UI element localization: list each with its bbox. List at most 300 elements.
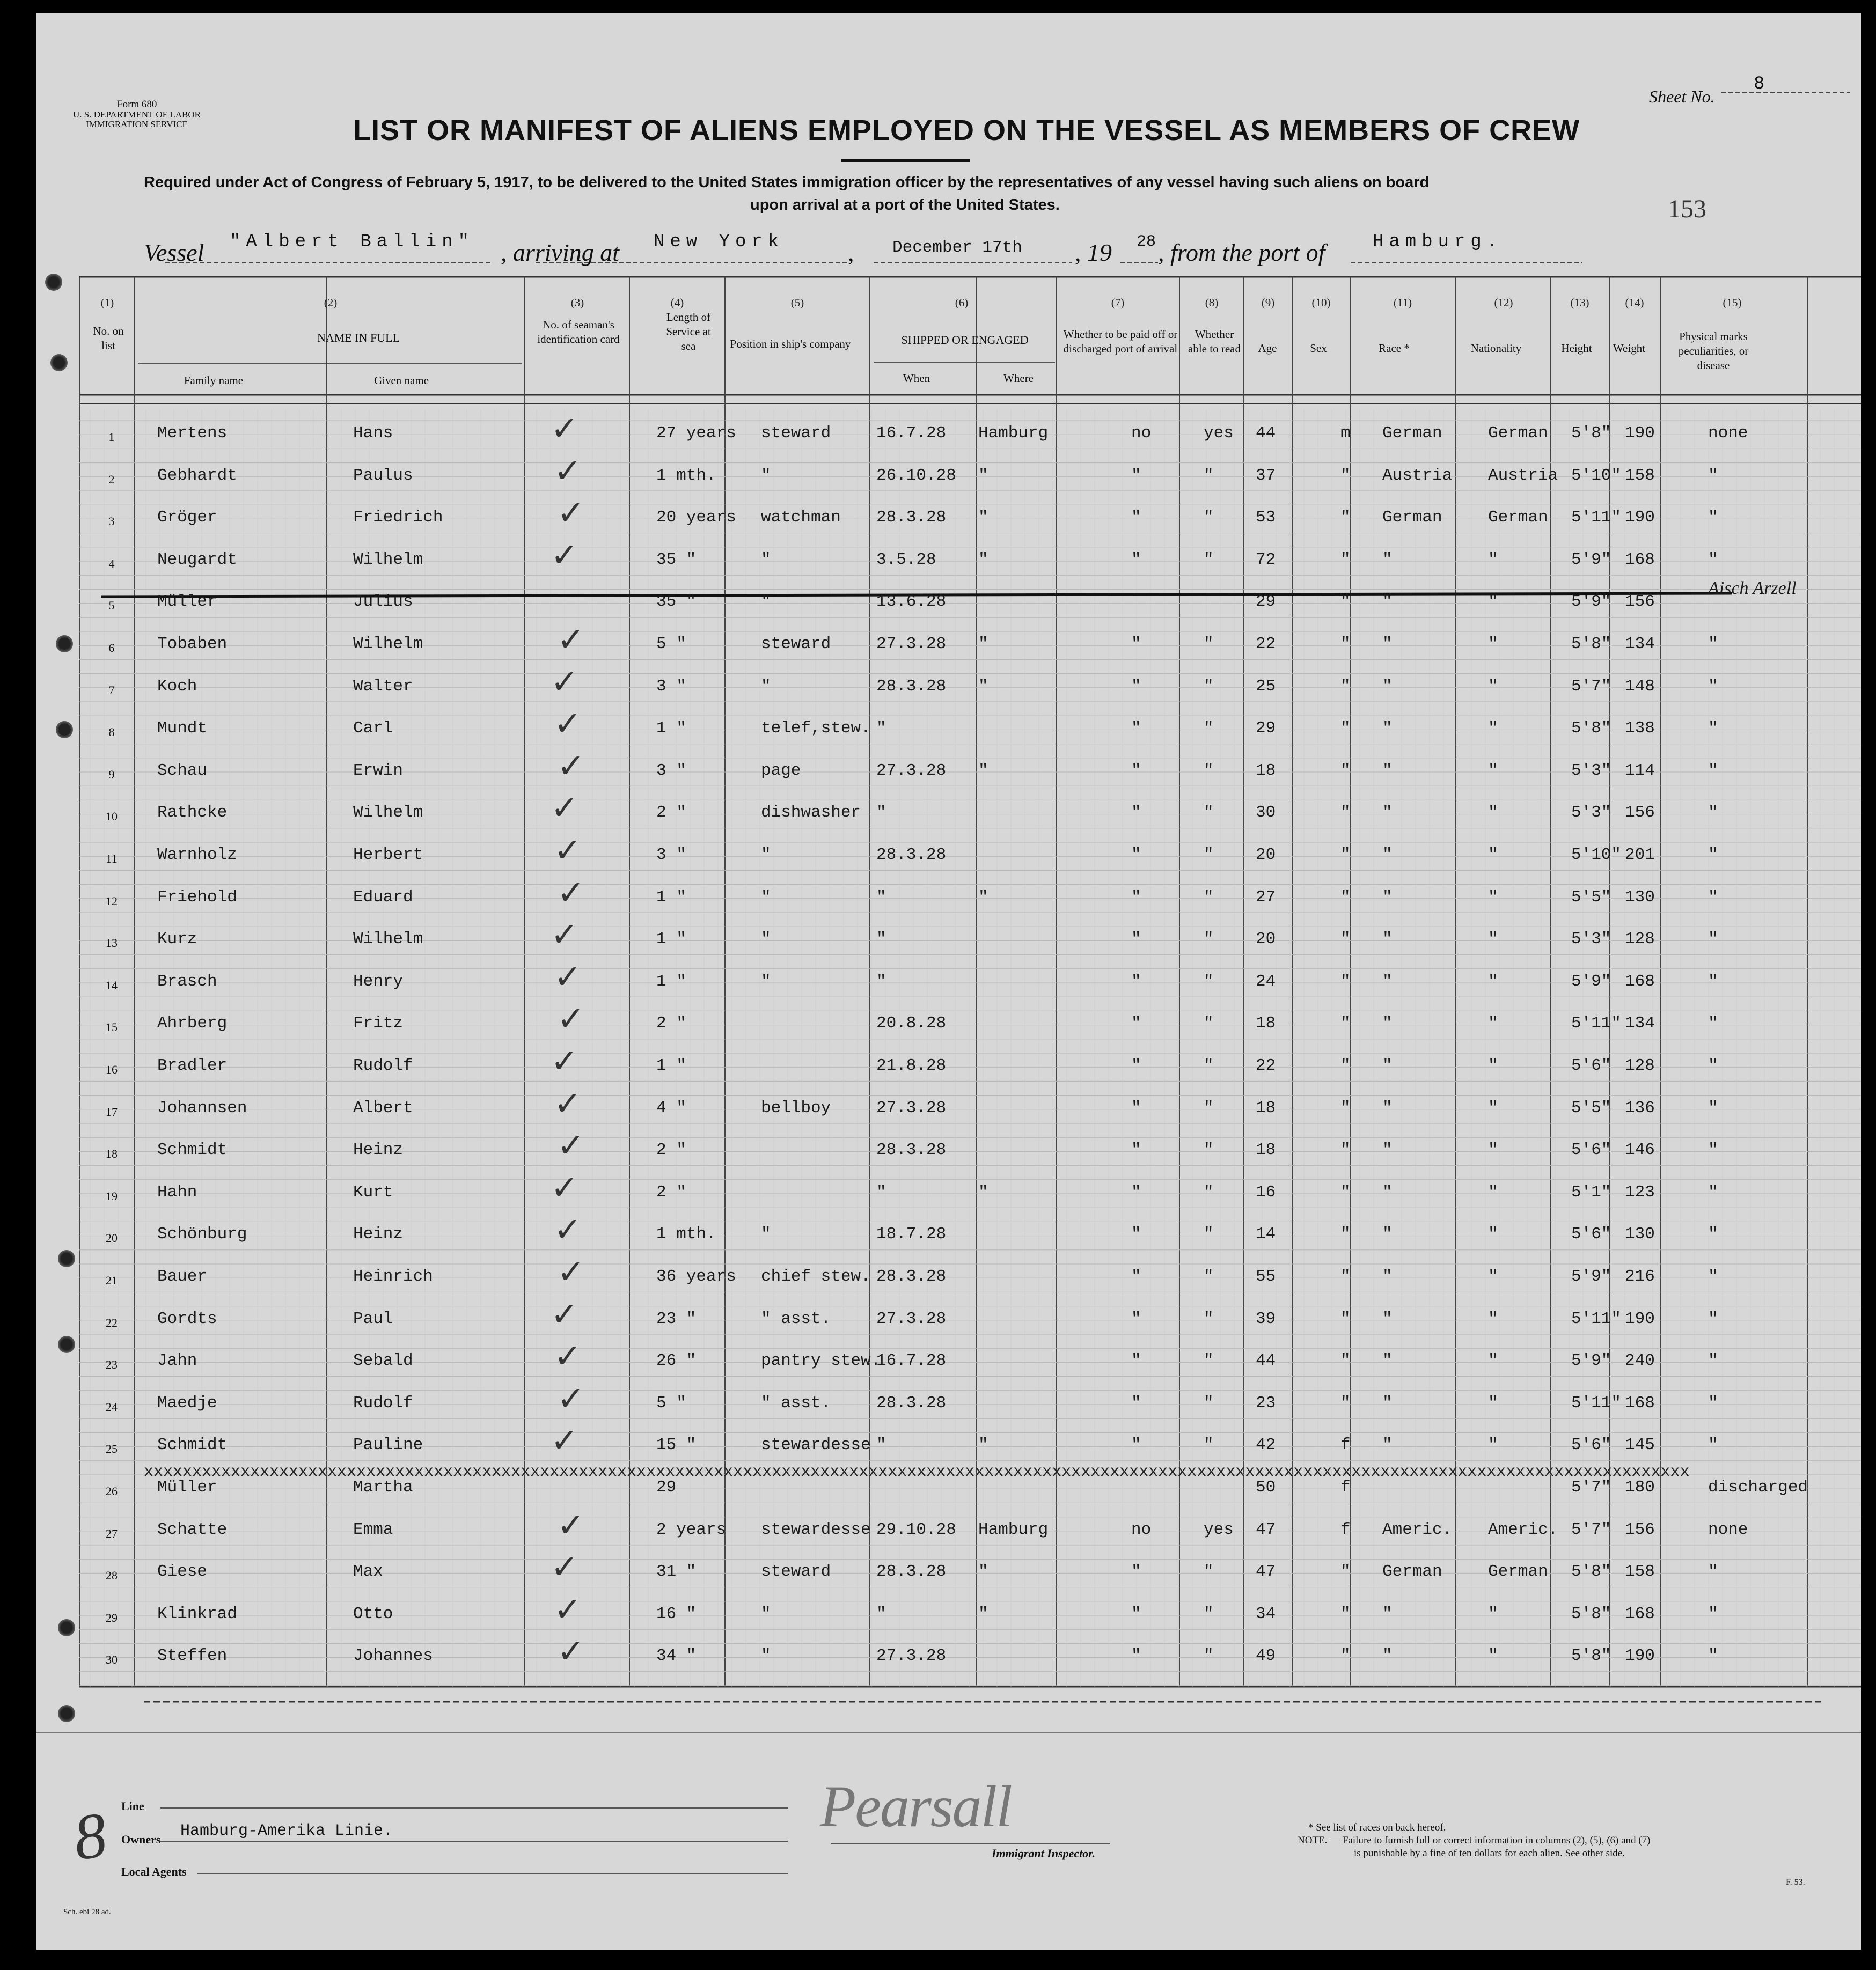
row-number: 25 — [106, 1442, 118, 1456]
cell-sex: f — [1340, 1478, 1351, 1497]
row-cross-out: xxxxxxxxxxxxxxxxxxxxxxxxxxxxxxxxxxxxxxxxxxxxxxxxxxxxxxxxxxxxxxxxxxxxxxxxxxxxxxxxxxxxxxxxxxxxxxxxxxxxxxxxxxxxxxxxxxxxxxxxxxxxxxxxxxxxxxxxxxxxxxxxxxxxxxxxxxxxxxxx — [144, 1463, 1690, 1481]
binder-hole — [45, 274, 62, 291]
cell-when: 28.3.28 — [876, 1393, 947, 1413]
cell-paid: " — [1131, 1098, 1141, 1118]
cell-given: Carl — [353, 719, 393, 738]
cell-height: 5'8" — [1571, 635, 1611, 653]
cell-family: Johannsen — [157, 1098, 247, 1118]
cell-position: " — [761, 1604, 771, 1623]
cell-service: 5 " — [656, 635, 686, 653]
cell-height: 5'11" — [1571, 508, 1622, 527]
cell-position: " — [761, 972, 771, 991]
cell-height: 5'7" — [1571, 677, 1611, 696]
cell-nationality: " — [1488, 1141, 1498, 1160]
cell-height: 5'5" — [1571, 1098, 1611, 1118]
cell-where: " — [978, 887, 988, 907]
cell-sex: " — [1340, 803, 1351, 822]
cell-family: Giese — [157, 1562, 208, 1582]
cell-age: 47 — [1256, 1562, 1276, 1582]
cell-paid: " — [1131, 1604, 1141, 1623]
cell-family: Ahrberg — [157, 1014, 228, 1033]
cell-family: Gordts — [157, 1309, 217, 1328]
cell-weight: 190 — [1625, 424, 1655, 443]
column-number: (12) — [1494, 296, 1513, 309]
row-number: 17 — [106, 1105, 118, 1119]
owners-label: Owners — [121, 1833, 161, 1846]
cell-nationality: " — [1488, 719, 1498, 738]
cell-when: 16.7.28 — [876, 1351, 947, 1371]
cell-weight: 128 — [1625, 1056, 1655, 1075]
cell-given: Max — [353, 1562, 383, 1582]
cell-paid: " — [1131, 1436, 1141, 1455]
title-underline — [841, 159, 970, 162]
cell-race: " — [1382, 803, 1393, 822]
cell-nationality: " — [1488, 1014, 1498, 1033]
cell-nationality: " — [1488, 1646, 1498, 1666]
cell-paid: no — [1131, 1520, 1152, 1539]
cell-position: steward — [761, 424, 831, 443]
cell-where: " — [978, 677, 988, 696]
binder-hole — [50, 354, 68, 371]
cell-read: yes — [1204, 424, 1234, 443]
cell-read: " — [1204, 972, 1214, 991]
sheet-label: Sheet No. — [1649, 87, 1715, 106]
cell-read: " — [1204, 1309, 1214, 1328]
cell-weight: 156 — [1625, 803, 1655, 822]
check-mark-icon: ✓ — [557, 622, 585, 658]
cell-race: German — [1382, 508, 1442, 527]
cell-nationality: Austria — [1488, 466, 1558, 485]
cell-sex: " — [1340, 1141, 1351, 1160]
cell-family: Schmidt — [157, 1436, 228, 1455]
cell-service: 2 " — [656, 803, 686, 822]
cell-family: Klinkrad — [157, 1604, 237, 1623]
cell-nationality: " — [1488, 1393, 1498, 1413]
service-name: IMMIGRATION SERVICE — [86, 119, 188, 129]
cell-marks: " — [1708, 1098, 1718, 1118]
cell-given: Albert — [353, 1098, 413, 1118]
cell-service: 2 " — [656, 1182, 686, 1202]
cell-marks: " — [1708, 1562, 1718, 1582]
cell-when: 27.3.28 — [876, 635, 947, 653]
cell-sex: " — [1340, 592, 1351, 612]
cell-age: 30 — [1256, 803, 1276, 822]
column-number: (11) — [1393, 296, 1412, 309]
cell-paid: " — [1131, 930, 1141, 949]
check-mark-icon: ✓ — [551, 790, 578, 827]
cell-where: " — [978, 508, 988, 527]
cell-family: Schmidt — [157, 1141, 228, 1160]
header-no-on-list: No. on list — [93, 325, 124, 352]
cell-given: Heinrich — [353, 1267, 433, 1286]
cell-paid: " — [1131, 1182, 1141, 1202]
form-number: Form 680 — [117, 99, 157, 110]
cell-service: 1 " — [656, 930, 686, 949]
header-height: Height — [1561, 342, 1592, 355]
cell-race: " — [1382, 1604, 1393, 1623]
header-length-service: Length of Service at sea — [666, 311, 711, 352]
cell-service: 29 — [656, 1478, 677, 1497]
cell-service: 26 " — [656, 1351, 697, 1371]
header-given-name: Given name — [373, 374, 429, 387]
cell-height: 5'8" — [1571, 424, 1611, 443]
row-number: 5 — [108, 599, 115, 613]
cell-sex: " — [1340, 1225, 1351, 1244]
cell-family: Jahn — [157, 1351, 197, 1371]
vessel-label: Vessel — [144, 239, 204, 266]
row-number: 30 — [106, 1653, 118, 1667]
cell-where: " — [978, 1604, 988, 1623]
column-number: (15) — [1723, 296, 1742, 309]
cell-age: 16 — [1256, 1182, 1276, 1202]
row-number: 29 — [106, 1611, 118, 1624]
cell-when: 28.3.28 — [876, 846, 947, 864]
cell-age: 20 — [1256, 846, 1276, 864]
row-number: 22 — [106, 1315, 118, 1329]
inspector-label: Immigrant Inspector. — [992, 1847, 1096, 1860]
cell-nationality: " — [1488, 887, 1498, 907]
cell-weight: 134 — [1625, 1014, 1655, 1033]
cell-nationality: German — [1488, 1562, 1548, 1582]
cell-service: 5 " — [656, 1393, 686, 1413]
header-physical-marks: Physical marks peculiarities, or disease — [1678, 330, 1749, 372]
cell-position: watchman — [761, 508, 841, 527]
column-number: (6) — [955, 296, 969, 309]
cell-where: " — [978, 761, 988, 780]
year-suffix: 28 — [1137, 233, 1156, 251]
header-where: Where — [1003, 372, 1034, 385]
cell-service: 1 mth. — [656, 1225, 716, 1244]
cell-race: " — [1382, 887, 1393, 907]
binder-hole — [58, 1619, 75, 1636]
row-number: 27 — [106, 1526, 118, 1540]
handwritten-number: 153 — [1668, 195, 1706, 223]
cell-height: 5'7" — [1571, 1520, 1611, 1539]
cell-where: " — [978, 466, 988, 485]
cell-family: Müller — [157, 1478, 217, 1497]
cell-paid: " — [1131, 761, 1141, 780]
cell-position: " — [761, 846, 771, 864]
header-name-in-full: NAME IN FULL — [317, 331, 400, 344]
column-number: (10) — [1311, 296, 1331, 309]
cell-read: " — [1204, 1604, 1214, 1623]
cell-read: " — [1204, 508, 1214, 527]
cell-weight: 148 — [1625, 677, 1655, 696]
cell-given: Paul — [353, 1309, 393, 1328]
row-number: 1 — [108, 430, 115, 444]
cell-read: " — [1204, 803, 1214, 822]
cell-age: 23 — [1256, 1393, 1276, 1413]
cell-marks: discharged — [1708, 1478, 1808, 1497]
cell-family: Hahn — [157, 1182, 197, 1202]
cell-race: German — [1382, 1562, 1442, 1582]
cell-when: 27.3.28 — [876, 1098, 947, 1118]
column-number: (9) — [1261, 296, 1275, 309]
cell-age: 55 — [1256, 1267, 1276, 1286]
cell-sex: " — [1340, 1182, 1351, 1202]
cell-marks: " — [1708, 677, 1718, 696]
cell-read: " — [1204, 1267, 1214, 1286]
cell-age: 24 — [1256, 972, 1276, 991]
cell-given: Wilhelm — [353, 550, 423, 569]
cell-paid: no — [1131, 424, 1152, 443]
check-mark-icon: ✓ — [557, 874, 585, 912]
year-prefix: , 19 — [1075, 239, 1112, 266]
cell-family: Brasch — [157, 972, 217, 991]
cell-weight: 130 — [1625, 887, 1655, 907]
header-seaman-card: No. of seaman's identification card — [537, 318, 620, 346]
cell-position: " — [761, 466, 771, 485]
cell-height: 5'1" — [1571, 1182, 1611, 1202]
cell-family: Tobaben — [157, 635, 228, 653]
cell-weight: 128 — [1625, 930, 1655, 949]
cell-nationality: " — [1488, 1267, 1498, 1286]
check-mark-icon: ✓ — [557, 748, 585, 785]
cell-paid: " — [1131, 1267, 1141, 1286]
cell-race: " — [1382, 846, 1393, 864]
cell-service: 16 " — [656, 1604, 697, 1623]
cell-family: Müller — [157, 592, 217, 612]
cell-when: 16.7.28 — [876, 424, 947, 443]
cell-sex: " — [1340, 1309, 1351, 1328]
cell-when: 20.8.28 — [876, 1014, 947, 1033]
cell-read: " — [1204, 1056, 1214, 1075]
cell-family: Bauer — [157, 1267, 208, 1286]
check-mark-icon: ✓ — [551, 664, 578, 701]
check-mark-icon: ✓ — [551, 537, 578, 574]
cell-position: " asst. — [761, 1393, 831, 1413]
cell-read: " — [1204, 466, 1214, 485]
cell-when: " — [876, 1182, 886, 1202]
cell-height: 5'3" — [1571, 803, 1611, 822]
check-mark-icon: ✓ — [551, 1296, 578, 1333]
cell-paid: " — [1131, 508, 1141, 527]
cell-age: 18 — [1256, 1014, 1276, 1033]
from-port-label: , from the port of — [1158, 239, 1325, 266]
cell-paid: " — [1131, 550, 1141, 569]
cell-read: " — [1204, 550, 1214, 569]
cell-given: Erwin — [353, 761, 404, 780]
cell-nationality: " — [1488, 1351, 1498, 1371]
cell-paid: " — [1131, 1562, 1141, 1582]
check-mark-icon: ✓ — [551, 917, 578, 954]
cell-weight: 158 — [1625, 1562, 1655, 1582]
binder-hole — [56, 721, 73, 738]
cell-read: yes — [1204, 1520, 1234, 1539]
cell-paid: " — [1131, 972, 1141, 991]
header-nationality: Nationality — [1470, 342, 1522, 355]
cell-when: " — [876, 887, 886, 907]
header-weight: Weight — [1613, 342, 1646, 355]
cell-read: " — [1204, 1182, 1214, 1202]
check-mark-icon: ✓ — [554, 706, 582, 743]
arrival-port: New York — [654, 232, 785, 252]
cell-family: Maedje — [157, 1393, 217, 1413]
cell-height: 5'8" — [1571, 719, 1611, 738]
arriving-label: , arriving at — [501, 239, 620, 266]
cell-race: " — [1382, 677, 1393, 696]
cell-sex: " — [1340, 761, 1351, 780]
cell-age: 49 — [1256, 1646, 1276, 1666]
cell-given: Hans — [353, 424, 393, 443]
check-mark-icon: ✓ — [557, 1254, 585, 1291]
cell-nationality: " — [1488, 550, 1498, 569]
cell-race: " — [1382, 1351, 1393, 1371]
cell-position: steward — [761, 635, 831, 653]
cell-weight: 190 — [1625, 1309, 1655, 1328]
cell-family: Bradler — [157, 1056, 228, 1075]
cell-race: " — [1382, 761, 1393, 780]
cell-read: " — [1204, 1098, 1214, 1118]
cell-age: 53 — [1256, 508, 1276, 527]
cell-where: " — [978, 635, 988, 653]
cell-service: 1 mth. — [656, 466, 716, 485]
cell-race: " — [1382, 1646, 1393, 1666]
cell-read: " — [1204, 719, 1214, 738]
cell-marks: " — [1708, 1225, 1718, 1244]
cell-family: Schau — [157, 761, 208, 780]
cell-height: 5'11" — [1571, 1309, 1622, 1328]
cell-sex: " — [1340, 466, 1351, 485]
cell-marks: " — [1708, 761, 1718, 780]
cell-age: 39 — [1256, 1309, 1276, 1328]
column-number: (4) — [670, 296, 684, 309]
cell-height: 5'9" — [1571, 1351, 1611, 1371]
binder-hole — [56, 635, 73, 652]
row-number: 19 — [106, 1189, 118, 1203]
row-number: 23 — [106, 1358, 118, 1372]
cell-given: Walter — [353, 677, 413, 696]
cell-where: Hamburg — [978, 424, 1049, 443]
cell-sex: " — [1340, 887, 1351, 907]
cell-race: " — [1382, 1225, 1393, 1244]
cell-age: 18 — [1256, 761, 1276, 780]
cell-race: Americ. — [1382, 1520, 1453, 1539]
cell-service: 34 " — [656, 1646, 697, 1666]
check-mark-icon: ✓ — [551, 1423, 578, 1460]
cell-read: " — [1204, 1562, 1214, 1582]
cell-race: Austria — [1382, 466, 1453, 485]
cell-given: Heinz — [353, 1225, 404, 1244]
row-number: 8 — [108, 725, 115, 739]
cell-nationality: " — [1488, 1182, 1498, 1202]
cell-race: " — [1382, 1309, 1393, 1328]
cell-sex: " — [1340, 719, 1351, 738]
cell-sex: " — [1340, 1014, 1351, 1033]
cell-race: " — [1382, 1393, 1393, 1413]
cell-height: 5'9" — [1571, 550, 1611, 569]
check-mark-icon: ✓ — [557, 1380, 585, 1417]
check-mark-icon: ✓ — [551, 1170, 578, 1207]
cell-marks: " — [1708, 803, 1718, 822]
column-number: (13) — [1570, 296, 1589, 309]
cell-race: " — [1382, 719, 1393, 738]
cell-sex: f — [1340, 1520, 1351, 1539]
cell-marks: " — [1708, 1267, 1718, 1286]
cell-position: " — [761, 592, 771, 612]
cell-position: " — [761, 1646, 771, 1666]
cell-given: Rudolf — [353, 1056, 413, 1075]
cell-when: 27.3.28 — [876, 1646, 947, 1666]
cell-position: pantry stew. — [761, 1351, 881, 1371]
header-paid-off: Whether to be paid off or discharged port of arrival — [1063, 328, 1178, 355]
check-mark-icon: ✓ — [557, 495, 585, 532]
cell-given: Paulus — [353, 466, 413, 485]
cell-marks: " — [1708, 1436, 1718, 1455]
cell-given: Eduard — [353, 887, 413, 907]
cell-paid: " — [1131, 1056, 1141, 1075]
cell-family: Koch — [157, 677, 197, 696]
inspector-signature: Pearsall — [820, 1774, 1012, 1839]
cell-position: " — [761, 930, 771, 949]
cell-height: 5'8" — [1571, 1604, 1611, 1623]
check-mark-icon: ✓ — [551, 1549, 578, 1586]
cell-when: 18.7.28 — [876, 1225, 947, 1244]
cell-race: " — [1382, 1014, 1393, 1033]
line-label: Line — [121, 1799, 144, 1813]
row-number: 2 — [108, 472, 115, 486]
cell-height: 5'5" — [1571, 887, 1611, 907]
cell-weight: 156 — [1625, 592, 1655, 612]
row-number: 18 — [106, 1147, 118, 1161]
cell-position: stewardesse — [761, 1520, 871, 1539]
cell-sex: " — [1340, 1267, 1351, 1286]
cell-nationality: " — [1488, 1309, 1498, 1328]
cell-paid: " — [1131, 677, 1141, 696]
header-when: When — [903, 372, 930, 385]
cell-read: " — [1204, 1014, 1214, 1033]
row-number: 11 — [106, 852, 118, 865]
cell-race: " — [1382, 972, 1393, 991]
cell-given: Wilhelm — [353, 930, 423, 949]
page-subtitle-1: Required under Act of Congress of February 5, 1917, to be delivered to the United States immigration officer by the representatives of any vessel having such aliens on board — [144, 174, 1430, 191]
row-number: 10 — [106, 810, 118, 824]
cell-position: stewardesse — [761, 1436, 871, 1455]
cell-weight: 145 — [1625, 1436, 1655, 1455]
cell-paid: " — [1131, 1225, 1141, 1244]
row-number: 26 — [106, 1484, 118, 1498]
check-mark-icon: ✓ — [554, 1212, 582, 1249]
cell-service: 36 years — [656, 1267, 736, 1286]
cell-position: bellboy — [761, 1098, 831, 1118]
cell-service: 2 " — [656, 1014, 686, 1033]
cell-position: dishwasher — [761, 803, 861, 822]
cell-height: 5'3" — [1571, 930, 1611, 949]
cell-marks: " — [1708, 1056, 1718, 1075]
cell-height: 5'8" — [1571, 1562, 1611, 1582]
header-sex: Sex — [1310, 342, 1327, 355]
cell-marks: " — [1708, 1393, 1718, 1413]
row-number: 3 — [108, 514, 115, 528]
column-number: (5) — [790, 296, 804, 309]
cell-position: chief stew. — [761, 1267, 871, 1286]
cell-height: 5'9" — [1571, 1267, 1611, 1286]
cell-race: " — [1382, 1141, 1393, 1160]
comma-sep: , — [848, 239, 854, 266]
cell-nationality: " — [1488, 761, 1498, 780]
column-number: (3) — [570, 296, 584, 309]
cell-nationality: " — [1488, 1056, 1498, 1075]
cell-service: 3 " — [656, 677, 686, 696]
cell-nationality: " — [1488, 972, 1498, 991]
row-number: 24 — [106, 1400, 118, 1414]
cell-marks: " — [1708, 719, 1718, 738]
cell-service: 3 " — [656, 846, 686, 864]
cell-race: " — [1382, 592, 1393, 612]
cell-sex: " — [1340, 1604, 1351, 1623]
column-number: (14) — [1625, 296, 1644, 309]
cell-family: Gebhardt — [157, 466, 237, 485]
